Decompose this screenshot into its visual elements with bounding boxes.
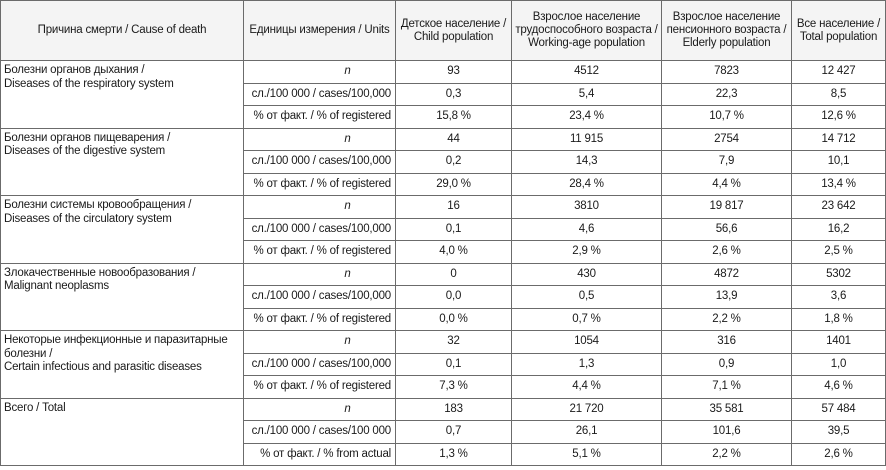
elderly-value-cell: 10,7 % bbox=[662, 106, 792, 129]
unit-cell: n bbox=[244, 398, 396, 421]
cause-label-en: Diseases of the respiratory system bbox=[4, 77, 174, 90]
working-value-cell: 430 bbox=[512, 263, 662, 286]
elderly-value-cell: 316 bbox=[662, 331, 792, 354]
child-value-cell: 32 bbox=[396, 331, 512, 354]
unit-cell: % от факт. / % from actual bbox=[244, 443, 396, 466]
child-value-cell: 4,0 % bbox=[396, 241, 512, 264]
child-value-cell: 0 bbox=[396, 263, 512, 286]
elderly-value-cell: 101,6 bbox=[662, 421, 792, 444]
unit-cell: n bbox=[244, 263, 396, 286]
total-value-cell: 10,1 bbox=[792, 151, 886, 174]
working-value-cell: 4,4 % bbox=[512, 376, 662, 399]
cause-cell bbox=[1, 196, 244, 264]
child-value-cell: 0,3 bbox=[396, 83, 512, 106]
elderly-value-cell: 2,2 % bbox=[662, 308, 792, 331]
child-value-cell: 0,1 bbox=[396, 353, 512, 376]
child-value-cell: 183 bbox=[396, 398, 512, 421]
working-value-cell: 2,9 % bbox=[512, 241, 662, 264]
total-value-cell: 57 484 bbox=[792, 398, 886, 421]
cause-cell bbox=[1, 128, 244, 196]
working-value-cell: 3810 bbox=[512, 196, 662, 219]
total-value-cell: 1,8 % bbox=[792, 308, 886, 331]
unit-cell: % от факт. / % of registered bbox=[244, 173, 396, 196]
total-value-cell: 14 712 bbox=[792, 128, 886, 151]
unit-cell: сл./100 000 / cases/100,000 bbox=[244, 151, 396, 174]
working-value-cell: 4512 bbox=[512, 61, 662, 84]
total-value-cell: 16,2 bbox=[792, 218, 886, 241]
table-row bbox=[1, 398, 886, 421]
elderly-value-cell: 2,6 % bbox=[662, 241, 792, 264]
total-value-cell: 4,6 % bbox=[792, 376, 886, 399]
cause-cell bbox=[1, 331, 244, 399]
working-value-cell: 5,4 bbox=[512, 83, 662, 106]
elderly-value-cell: 7,1 % bbox=[662, 376, 792, 399]
elderly-value-cell: 19 817 bbox=[662, 196, 792, 219]
total-value-cell: 2,6 % bbox=[792, 443, 886, 466]
working-value-cell: 1,3 bbox=[512, 353, 662, 376]
total-value-cell: 23 642 bbox=[792, 196, 886, 219]
working-value-cell: 0,5 bbox=[512, 286, 662, 309]
header-row bbox=[1, 1, 886, 61]
child-value-cell: 0,0 % bbox=[396, 308, 512, 331]
total-value-cell: 8,5 bbox=[792, 83, 886, 106]
cause-label-ru: Болезни органов пищеварения / bbox=[4, 131, 171, 144]
working-value-cell: 0,7 % bbox=[512, 308, 662, 331]
unit-cell: % от факт. / % of registered bbox=[244, 376, 396, 399]
unit-cell: сл./100 000 / cases/100,000 bbox=[244, 286, 396, 309]
child-value-cell: 15,8 % bbox=[396, 106, 512, 129]
child-value-cell: 93 bbox=[396, 61, 512, 84]
unit-cell: % от факт. / % of registered bbox=[244, 106, 396, 129]
unit-cell: n bbox=[244, 61, 396, 84]
child-value-cell: 0,1 bbox=[396, 218, 512, 241]
elderly-value-cell: 4872 bbox=[662, 263, 792, 286]
header-working: Взрослое население трудоспособного возраста / Working-age population bbox=[512, 1, 662, 61]
elderly-value-cell: 4,4 % bbox=[662, 173, 792, 196]
working-value-cell: 5,1 % bbox=[512, 443, 662, 466]
elderly-value-cell: 35 581 bbox=[662, 398, 792, 421]
working-value-cell: 21 720 bbox=[512, 398, 662, 421]
working-value-cell: 4,6 bbox=[512, 218, 662, 241]
cause-cell bbox=[1, 263, 244, 331]
header-total: Все население / Total population bbox=[792, 1, 886, 61]
table-row bbox=[1, 331, 886, 354]
cause-label-ru: Некоторые инфекционные и паразитарные болезни / bbox=[4, 334, 228, 360]
total-value-cell: 5302 bbox=[792, 263, 886, 286]
cause-cell bbox=[1, 61, 244, 129]
cause-label-ru: Болезни системы кровообращения / bbox=[4, 199, 192, 211]
header-child: Детское население / Child population bbox=[396, 1, 512, 61]
unit-cell: n bbox=[244, 196, 396, 219]
header-cause: Причина смерти / Cause of death bbox=[1, 1, 244, 61]
elderly-value-cell: 7,9 bbox=[662, 151, 792, 174]
working-value-cell: 14,3 bbox=[512, 151, 662, 174]
child-value-cell: 7,3 % bbox=[396, 376, 512, 399]
cause-label-en: Diseases of the digestive system bbox=[4, 145, 166, 157]
table-row bbox=[1, 128, 886, 151]
child-value-cell: 0,7 bbox=[396, 421, 512, 444]
cause-label-en: Malignant neoplasms bbox=[4, 280, 109, 292]
child-value-cell: 0,2 bbox=[396, 151, 512, 174]
child-value-cell: 16 bbox=[396, 196, 512, 219]
child-value-cell: 29,0 % bbox=[396, 173, 512, 196]
unit-cell: n bbox=[244, 128, 396, 151]
elderly-value-cell: 22,3 bbox=[662, 83, 792, 106]
unit-cell: % от факт. / % of registered bbox=[244, 241, 396, 264]
cause-label-ru: Всего / Total bbox=[4, 401, 66, 414]
total-value-cell: 12,6 % bbox=[792, 106, 886, 129]
total-value-cell: 2,5 % bbox=[792, 241, 886, 264]
cause-cell bbox=[1, 398, 244, 466]
working-value-cell: 11 915 bbox=[512, 128, 662, 151]
child-value-cell: 44 bbox=[396, 128, 512, 151]
header-units: Единицы измерения / Units bbox=[244, 1, 396, 61]
unit-cell: n bbox=[244, 331, 396, 354]
unit-cell: сл./100 000 / cases/100,000 bbox=[244, 353, 396, 376]
header-elderly: Взрослое население пенсионного возраста / Elderly population bbox=[662, 1, 792, 61]
working-value-cell: 28,4 % bbox=[512, 173, 662, 196]
total-value-cell: 1401 bbox=[792, 331, 886, 354]
table-row bbox=[1, 61, 886, 84]
unit-cell: сл./100 000 / cases/100 000 bbox=[244, 421, 396, 444]
table-row bbox=[1, 196, 886, 219]
working-value-cell: 23,4 % bbox=[512, 106, 662, 129]
working-value-cell: 26,1 bbox=[512, 421, 662, 444]
table-body bbox=[1, 61, 886, 466]
unit-cell: сл./100 000 / cases/100,000 bbox=[244, 83, 396, 106]
total-value-cell: 3,6 bbox=[792, 286, 886, 309]
cause-label-ru: Злокачественные новообразования / bbox=[4, 266, 196, 279]
elderly-value-cell: 2,2 % bbox=[662, 443, 792, 466]
cause-label-en: Certain infectious and parasitic diseases bbox=[4, 361, 202, 373]
elderly-value-cell: 0,9 bbox=[662, 353, 792, 376]
unit-cell: сл./100 000 / cases/100,000 bbox=[244, 218, 396, 241]
child-value-cell: 0,0 bbox=[396, 286, 512, 309]
elderly-value-cell: 13,9 bbox=[662, 286, 792, 309]
elderly-value-cell: 2754 bbox=[662, 128, 792, 151]
elderly-value-cell: 56,6 bbox=[662, 218, 792, 241]
child-value-cell: 1,3 % bbox=[396, 443, 512, 466]
cause-label-en: Diseases of the circulatory system bbox=[4, 212, 172, 225]
total-value-cell: 12 427 bbox=[792, 61, 886, 84]
elderly-value-cell: 7823 bbox=[662, 61, 792, 84]
unit-cell: % от факт. / % of registered bbox=[244, 308, 396, 331]
working-value-cell: 1054 bbox=[512, 331, 662, 354]
table-row bbox=[1, 263, 886, 286]
cause-label-ru: Болезни органов дыхания / bbox=[4, 64, 145, 76]
total-value-cell: 39,5 bbox=[792, 421, 886, 444]
total-value-cell: 1,0 bbox=[792, 353, 886, 376]
total-value-cell: 13,4 % bbox=[792, 173, 886, 196]
